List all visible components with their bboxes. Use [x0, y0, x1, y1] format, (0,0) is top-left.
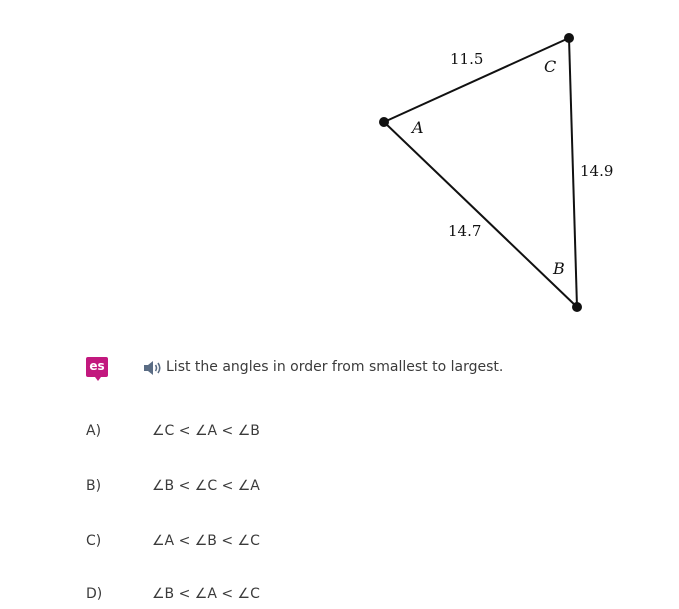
choice-text: ∠B < ∠A < ∠C	[152, 586, 260, 602]
vertex-a-point	[379, 117, 389, 127]
side-label-ab: 14.7	[448, 222, 482, 240]
vertex-c-point	[564, 33, 574, 43]
side-label-ac: 11.5	[450, 50, 484, 68]
choice-b[interactable]	[0, 475, 679, 501]
vertex-label-a: A	[412, 118, 424, 137]
vertex-b-point	[572, 302, 582, 312]
choice-text: ∠B < ∠C < ∠A	[152, 478, 260, 494]
choice-letter: C)	[86, 533, 102, 549]
vertex-label-c: C	[544, 57, 557, 76]
spanish-translation-button[interactable]: es	[86, 357, 108, 377]
choice-text: ∠C < ∠A < ∠B	[152, 423, 260, 439]
side-cb	[569, 38, 577, 307]
choice-letter: A)	[86, 423, 102, 439]
choice-a[interactable]	[0, 420, 679, 446]
choice-letter: D)	[86, 586, 103, 602]
choice-d[interactable]	[0, 583, 679, 609]
choice-c[interactable]	[0, 530, 679, 556]
question-row	[0, 355, 679, 383]
question-text: List the angles in order from smallest to largest.	[166, 359, 504, 375]
side-ab	[384, 122, 577, 307]
vertex-label-b: B	[553, 259, 565, 278]
choice-letter: B)	[86, 478, 102, 494]
choice-text: ∠A < ∠B < ∠C	[152, 533, 260, 549]
speaker-icon[interactable]	[142, 359, 164, 377]
side-label-cb: 14.9	[580, 162, 614, 180]
